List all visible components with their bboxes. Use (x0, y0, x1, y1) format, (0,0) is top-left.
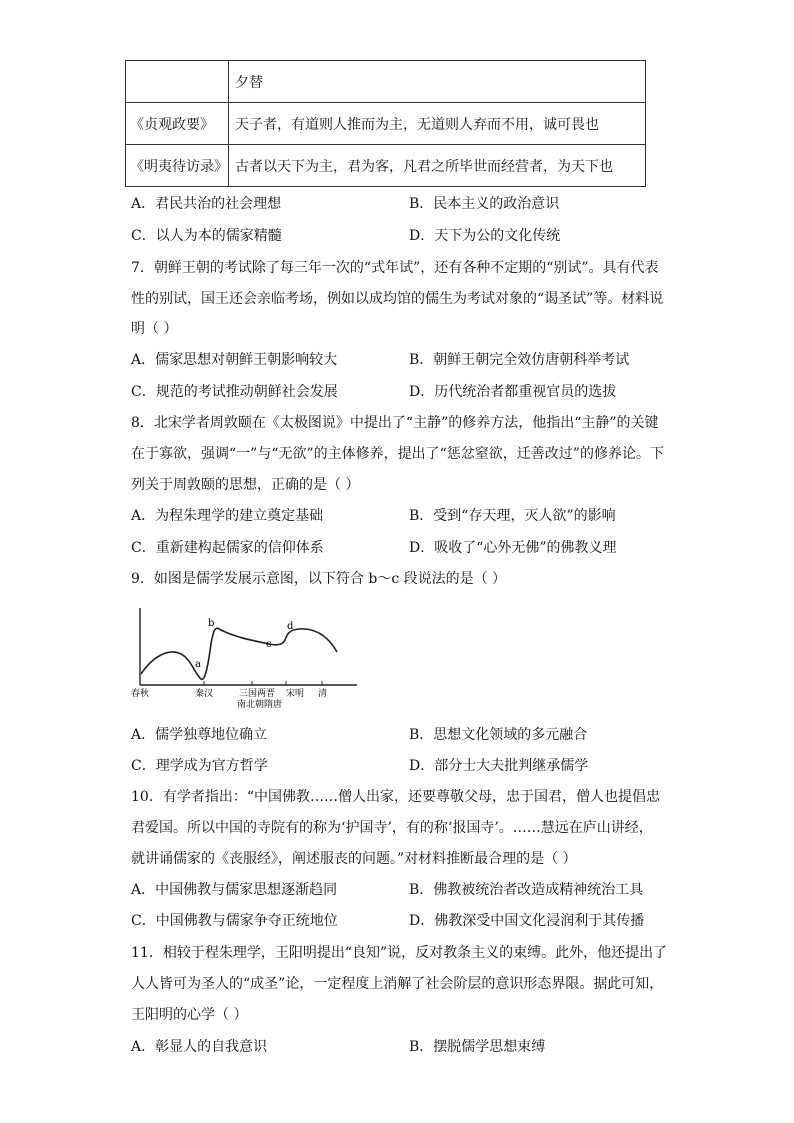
figure-axis-label: 清 (318, 689, 328, 699)
confucianism-development-figure (131, 604, 361, 714)
q8-stem-line: 列关于周敦颐的思想，正确的是（ ） (131, 477, 360, 493)
q10-stem-line: 就讲诵儒家的《丧服经》，阐述服丧的问题。”对材料推断最合理的是（ ） (131, 851, 577, 867)
q6-option-c[interactable]: C．以人为本的儒家精髓 (131, 228, 282, 244)
q11-stem-line: 王阳明的心学（ ） (131, 1007, 248, 1023)
q8-option-d[interactable]: D．吸收了“心外无佛”的佛教义理 (409, 540, 617, 556)
figure-point-c: c (266, 639, 272, 650)
figure-axis-label: 宋明 (286, 689, 305, 699)
q10-option-b[interactable]: B．佛教被统治者改造成精神统治工具 (409, 882, 644, 898)
q9-option-c[interactable]: C．理学成为官方哲学 (131, 758, 268, 774)
q7-option-c[interactable]: C．规范的考试推动朝鲜社会发展 (131, 384, 338, 400)
table-cell-source (126, 61, 229, 103)
q10-option-c[interactable]: C．中国佛教与儒家争夺正统地位 (131, 913, 338, 929)
q8-stem-line: 在于寡欲，强调“一”与“无欲”的主体修养，提出了“惩忿窒欲，迁善改过”的修养论。下 (131, 446, 664, 462)
q8-option-a[interactable]: A．为程朱理学的建立奠定基础 (131, 508, 324, 524)
table-cell-source: 《明夷待访录》 (126, 145, 229, 187)
table-row (126, 145, 646, 187)
q9-option-d[interactable]: D．部分士大夫批判继承儒学 (409, 758, 589, 774)
figure-curve (141, 628, 337, 679)
q6-option-b[interactable]: B．民本主义的政治意识 (409, 196, 560, 212)
q7-stem-line: 明（ ） (131, 321, 178, 337)
q8-option-b[interactable]: B．受到“存天理，灭人欲”的影响 (409, 508, 616, 524)
q7-option-b[interactable]: B．朝鲜王朝完全效仿唐朝科举考试 (409, 352, 630, 368)
q7-stem-line: 性的别试，国王还会亲临考场，例如以成均馆的儒生为考试对象的“谒圣试”等。材料说 (131, 291, 664, 307)
q10-stem-line: 君爱国。所以中国的寺院有的称为‘护国寺’，有的称‘报国寺’。……慧远在庐山讲经， (131, 820, 653, 836)
table-cell-source: 《贞观政要》 (126, 103, 229, 145)
q9-stem-line: 9．如图是儒学发展示意图，以下符合 b～c 段说法的是（ ） (131, 571, 507, 587)
figure-axis-label: 春秋 (131, 689, 150, 699)
q7-stem-line: 7．朝鲜王朝的考试除了每三年一次的“式年试”，还有各种不定期的“别试”。具有代表 (131, 260, 659, 276)
q6-option-a[interactable]: A．君民共治的社会理想 (131, 196, 282, 212)
q10-option-a[interactable]: A．中国佛教与儒家思想逐渐趋同 (131, 882, 338, 898)
q11-stem-line: 人人皆可为圣人的“成圣”论，一定程度上消解了社会阶层的意识形态界限。据此可知， (131, 976, 664, 992)
q9-option-b[interactable]: B．思想文化领域的多元融合 (409, 727, 588, 743)
table-cell-text: 天子者，有道则人推而为主，无道则人弃而不用，诚可畏也 (229, 103, 646, 145)
source-table (125, 60, 646, 187)
figure-point-d: d (287, 621, 294, 632)
figure-axis-label: 秦汉 (195, 689, 214, 699)
table-row (126, 103, 646, 145)
figure-point-b: b (208, 618, 215, 629)
q11-option-b[interactable]: B．摆脱儒学思想束缚 (409, 1039, 546, 1055)
figure-point-a: a (195, 659, 201, 670)
q11-stem-line: 11．相较于程朱理学，王阳明提出“良知”说，反对教条主义的束缚。此外，他还提出了 (131, 945, 668, 961)
q7-option-d[interactable]: D．历代统治者都重视官员的选拔 (409, 384, 617, 400)
q6-option-d[interactable]: D．天下为公的文化传统 (409, 228, 561, 244)
table-cell-text: 古者以天下为主，君为客，凡君之所毕世而经营者，为天下也 (229, 145, 646, 187)
q11-option-a[interactable]: A．彰显人的自我意识 (131, 1039, 268, 1055)
figure-axis-label: 南北朝隋唐 (237, 700, 283, 710)
q8-option-c[interactable]: C．重新建构起儒家的信仰体系 (131, 540, 324, 556)
figure-axis-label: 三国两晋 (239, 689, 276, 699)
table-row (126, 61, 646, 103)
q9-option-a[interactable]: A．儒学独尊地位确立 (131, 727, 268, 743)
q7-option-a[interactable]: A．儒家思想对朝鲜王朝影响较大 (131, 352, 338, 368)
table-cell-text: 夕替 (229, 61, 646, 103)
q10-option-d[interactable]: D．佛教深受中国文化浸润利于其传播 (409, 913, 645, 929)
q8-stem-line: 8．北宋学者周敦颐在《太极图说》中提出了“主静”的修养方法，他指出“主静”的关键 (131, 415, 659, 431)
q10-stem-line: 10．有学者指出：“中国佛教……僧人出家，还要尊敬父母，忠于国君，僧人也提倡忠 (131, 789, 660, 805)
